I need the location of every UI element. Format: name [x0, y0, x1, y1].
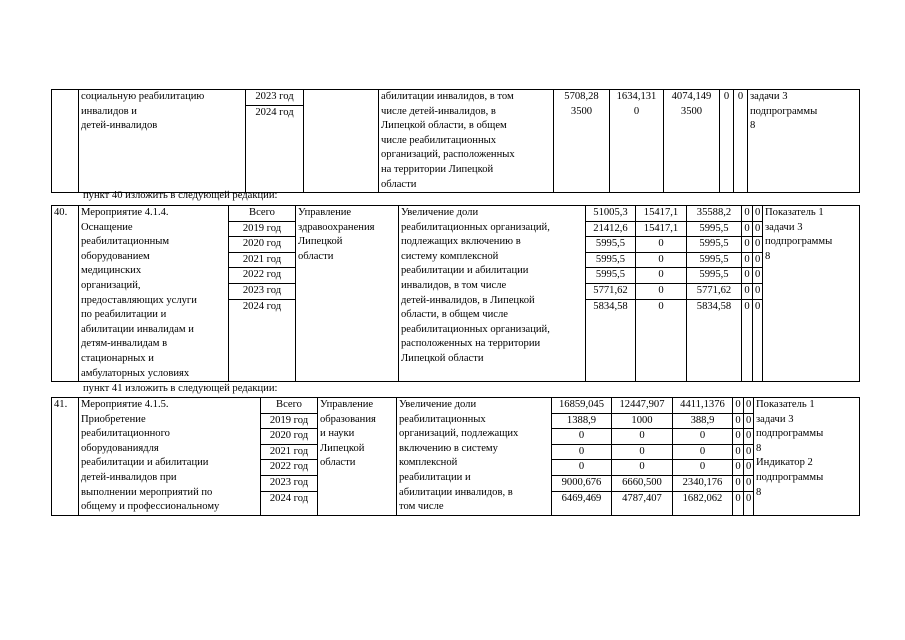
year-label: 2023 год [229, 283, 295, 299]
value: 15417,1 [643, 207, 679, 218]
value: 6660,500 [612, 475, 672, 491]
value: 5995,5 [687, 267, 741, 283]
value: 0 [612, 444, 672, 460]
value: 51005,3 [593, 207, 628, 218]
caption-40: пункт 40 изложить в следующей редакции: [83, 190, 278, 201]
row-number-cell [52, 90, 79, 193]
value: 0 [633, 105, 640, 117]
value: 388,9 [673, 413, 732, 429]
year-label: 2020 год [261, 428, 317, 444]
year-label: 2023 год [261, 475, 317, 491]
value: 15417,1 [636, 221, 686, 237]
other-cell [734, 90, 748, 193]
value: 0 [744, 491, 753, 507]
value: 0 [612, 459, 672, 475]
other-cell [753, 206, 763, 382]
total-cell [586, 206, 636, 382]
regional-cell [664, 90, 720, 193]
indicator-cell: Увеличение доли реабилитационных организаций, подлежащих включению в систему комплексной реабилитации и абилитации инвалидов, в том числе [397, 398, 552, 516]
year-label: 2023 год [255, 91, 294, 102]
value: 0 [552, 459, 611, 475]
value: 0 [742, 252, 752, 268]
value: 4787,407 [612, 491, 672, 507]
caption-41: пункт 41 изложить в следующей редакции: [83, 383, 278, 394]
value: 0 [733, 459, 743, 475]
value: 0 [753, 252, 762, 268]
value: 3500 [680, 105, 703, 117]
executor-cell [304, 90, 379, 193]
value: 0 [753, 236, 762, 252]
local-cell [742, 206, 753, 382]
value: 9000,676 [552, 475, 611, 491]
value: 0 [733, 413, 743, 429]
year-label: Всего [249, 207, 275, 218]
value: 0 [744, 459, 753, 475]
value: 5834,58 [687, 299, 741, 315]
other-cell [744, 398, 754, 516]
value: 0 [636, 299, 686, 315]
value: 0 [753, 221, 762, 237]
value: 5995,5 [687, 236, 741, 252]
value: 4411,1376 [680, 399, 725, 410]
total-cell [554, 90, 610, 193]
executor-cell: Управление здравоохранения Липецкой области [296, 206, 399, 382]
value: 6469,469 [552, 491, 611, 507]
regional-cell [687, 206, 742, 382]
value: 0 [733, 475, 743, 491]
row-number: 40. [52, 206, 79, 382]
federal-cell [612, 398, 673, 516]
indicator-cell: Увеличение доли реабилитационных организаций, подлежащих включению в систему комплексной реабилитации и абилитации инвалидов, в том числе детей-инвалидов, в Липецкой области, в общем числе реабилитационных организаций, расположенных на территории Липецкой области [399, 206, 586, 382]
value: 4074,149 [671, 91, 712, 102]
regional-cell [673, 398, 733, 516]
value: 0 [636, 252, 686, 268]
year-label: 2022 год [229, 267, 295, 283]
year-label: 2024 год [229, 299, 295, 315]
year-label: 2019 год [229, 221, 295, 237]
value: 5995,5 [687, 221, 741, 237]
value: 0 [552, 428, 611, 444]
value: 0 [723, 91, 730, 102]
year-label: 2022 год [261, 459, 317, 475]
year-label: 2021 год [261, 444, 317, 460]
value: 0 [636, 283, 686, 299]
value: 5834,58 [586, 299, 635, 315]
value: 0 [742, 221, 752, 237]
value: 1388,9 [552, 413, 611, 429]
value: 0 [744, 413, 753, 429]
year-label: 2024 год [261, 491, 317, 507]
year-label: 2020 год [229, 236, 295, 252]
table-top [51, 89, 860, 193]
years-cell [229, 206, 296, 382]
value: 0 [552, 444, 611, 460]
row-number: 41. [52, 398, 79, 516]
value: 5708,28 [564, 91, 599, 102]
value: 0 [735, 399, 741, 410]
value: 0 [742, 236, 752, 252]
value: 0 [733, 428, 743, 444]
measure-cell: социальную реабилитацию инвалидов и детей-инвалидов [79, 90, 246, 193]
value: 0 [733, 444, 743, 460]
value: 0 [753, 267, 762, 283]
years-cell [261, 398, 318, 516]
value: 0 [742, 299, 752, 315]
value: 0 [733, 491, 743, 507]
value: 2340,176 [673, 475, 732, 491]
value: 5995,5 [586, 267, 635, 283]
value: 3500 [570, 105, 593, 117]
value: 0 [753, 283, 762, 299]
value: 21412,6 [586, 221, 635, 237]
table-41 [51, 397, 860, 516]
value: 5771,62 [586, 283, 635, 299]
executor-cell: Управление образования и науки Липецкой области [318, 398, 397, 516]
value: 1634,131 [616, 91, 657, 102]
note-cell: Показатель 1 задачи 3 подпрограммы 8 Индикатор 2 подпрограммы 8 [754, 398, 860, 516]
note-cell: задачи 3 подпрограммы 8 [748, 90, 860, 193]
value: 0 [673, 444, 732, 460]
value: 0 [742, 283, 752, 299]
value: 12447,907 [619, 399, 665, 410]
value: 0 [742, 267, 752, 283]
value: 0 [612, 428, 672, 444]
value: 0 [636, 236, 686, 252]
note-cell: Показатель 1 задачи 3 подпрограммы 8 [763, 206, 860, 382]
year-label: 2024 год [246, 105, 303, 121]
value: 0 [737, 91, 744, 102]
value: 0 [673, 459, 732, 475]
total-cell [552, 398, 612, 516]
value: 5995,5 [586, 236, 635, 252]
value: 5995,5 [687, 252, 741, 268]
value: 0 [753, 299, 762, 315]
federal-cell [610, 90, 664, 193]
value: 1682,062 [673, 491, 732, 507]
years-cell [246, 90, 304, 193]
indicator-cell: абилитации инвалидов, в том числе детей-инвалидов, в Липецкой области, в общем числе реабилитационных организаций, расположенных на территории Липецкой области [379, 90, 554, 193]
value: 35588,2 [696, 207, 732, 218]
year-label: 2019 год [261, 413, 317, 429]
measure-cell: Мероприятие 4.1.4. Оснащение реабилитационным оборудованием медицинских организаций, предоставляющих услуги по реабилитации и абилитации инвалидам и детям-инвалидам в стационарных и амбулаторных условиях [79, 206, 229, 382]
value: 16859,045 [558, 399, 605, 410]
value: 5771,62 [687, 283, 741, 299]
federal-cell [636, 206, 687, 382]
value: 0 [744, 428, 753, 444]
local-cell [720, 90, 734, 193]
table-40 [51, 205, 860, 382]
value: 0 [755, 207, 761, 218]
value: 0 [673, 428, 732, 444]
value: 5995,5 [586, 252, 635, 268]
measure-cell: Мероприятие 4.1.5. Приобретение реабилитационного оборудованиядля реабилитации и абилитации детей-инвалидов при выполнении мероприятий по общему и профессиональному [79, 398, 261, 516]
value: 0 [744, 207, 750, 218]
value: 1000 [612, 413, 672, 429]
year-label: 2021 год [229, 252, 295, 268]
value: 0 [744, 475, 753, 491]
value: 0 [746, 399, 752, 410]
year-label: Всего [276, 399, 302, 410]
local-cell [733, 398, 744, 516]
value: 0 [744, 444, 753, 460]
value: 0 [636, 267, 686, 283]
